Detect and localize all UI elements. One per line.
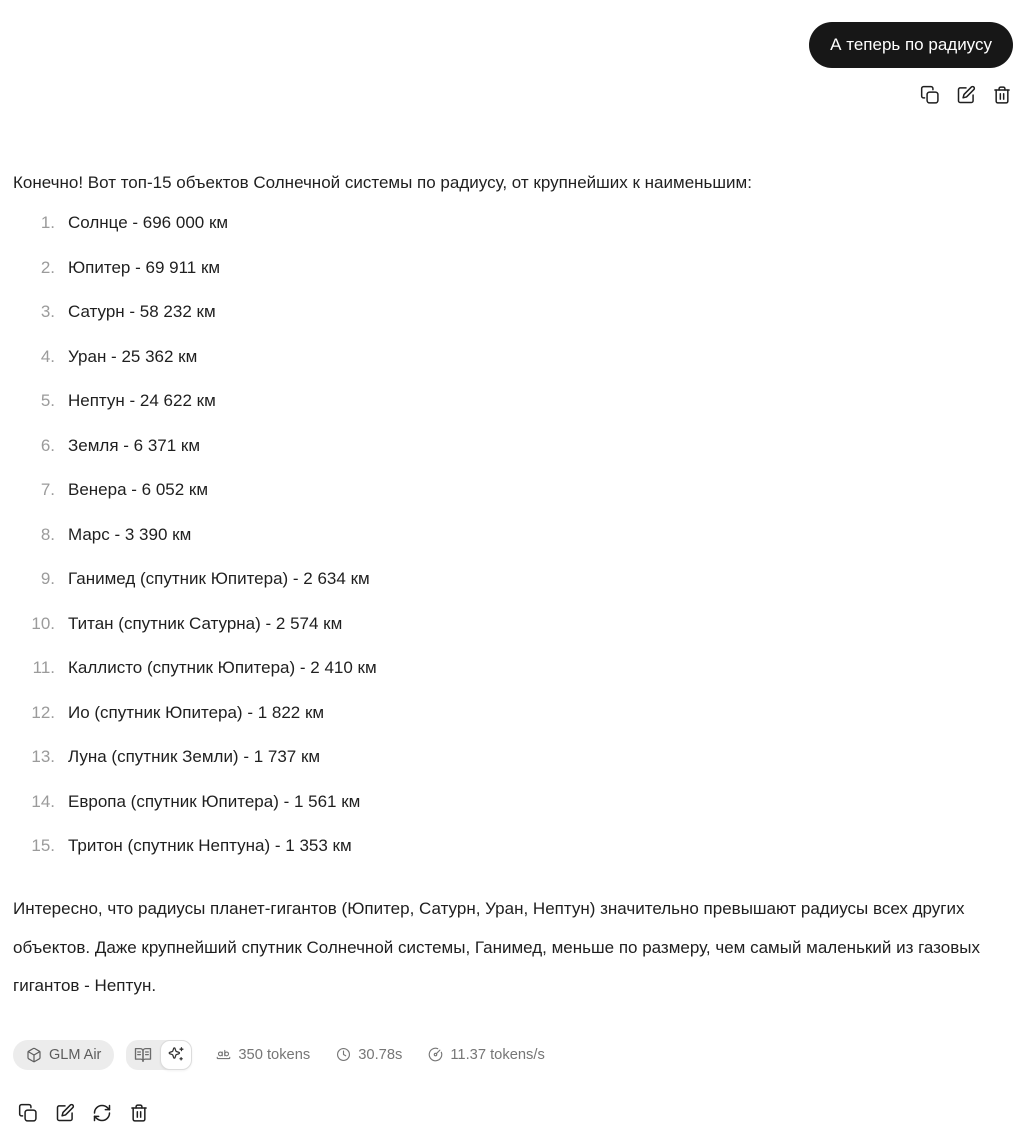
list-item-text: Сатурн - 58 232 км (68, 302, 216, 321)
duration-value: 30.78s (358, 1046, 403, 1063)
list-item-text: Европа (спутник Юпитера) - 1 561 км (68, 791, 361, 811)
list-item-text: Титан (спутник Сатурна) - 2 574 км (68, 613, 343, 633)
list-item-text: Юпитер - 69 911 км (68, 257, 221, 277)
assistant-message-actions (13, 1103, 1013, 1123)
list-item (13, 209, 1013, 237)
copy-icon (920, 85, 940, 105)
assistant-regenerate-button[interactable] (92, 1103, 112, 1123)
copy-icon (18, 1103, 38, 1123)
list-item (13, 832, 1013, 860)
user-delete-button[interactable] (992, 85, 1012, 105)
list-item-number: 11. (32, 658, 55, 677)
package-icon (26, 1047, 42, 1063)
assistant-outro-paragraph: Интересно, что радиусы планет-гигантов (Юпитер, Сатурн, Уран, Нептун) значительно превышают радиусы всех других объектов. Даже крупнейший спутник Солнечной системы, Ганимед, меньше по размеру, чем самый маленький из газовых гигантов - Нептун. (13, 899, 980, 995)
list-item (13, 343, 1013, 371)
list-item-number: 3. (40, 302, 55, 321)
user-message-actions (13, 85, 1013, 105)
list-item-number: 1. (40, 213, 55, 232)
gauge-icon (428, 1047, 443, 1062)
list-item-text: Тритон (спутник Нептуна) - 1 353 км (68, 836, 352, 855)
list-item-text: Марс - 3 390 км (68, 524, 192, 544)
model-badge (13, 1040, 114, 1070)
assistant-delete-button[interactable] (129, 1103, 149, 1123)
token-count-value: 350 tokens (238, 1046, 311, 1063)
list-item-number: 13. (31, 747, 55, 766)
list-item-text: Венера - 6 052 км (68, 480, 209, 499)
list-item-number: 5. (40, 391, 55, 410)
user-message-row (13, 22, 1013, 68)
list-item (13, 521, 1013, 549)
list-item-text: Земля - 6 371 км (68, 435, 201, 455)
list-item (13, 387, 1013, 415)
book-open-icon (134, 1046, 152, 1064)
list-item-text: Луна (спутник Земли) - 1 737 км (68, 747, 321, 766)
list-item-text: Солнце - 696 000 км (68, 213, 229, 232)
user-copy-button[interactable] (920, 85, 940, 105)
assistant-intro-paragraph: Конечно! Вот топ-15 объектов Солнечной системы по радиусу, от крупнейших к наименьшим: (13, 173, 752, 192)
list-item (13, 610, 1013, 638)
list-item-number: 6. (40, 435, 55, 455)
speed-value: 11.37 tokens/s (450, 1046, 545, 1063)
token-count-stat (216, 1047, 310, 1063)
speed-stat (428, 1047, 544, 1063)
assistant-copy-button[interactable] (18, 1103, 38, 1123)
list-item-number: 8. (40, 524, 55, 544)
assistant-meta-row (13, 1040, 1013, 1070)
list-item-text: Уран - 25 362 км (68, 346, 198, 366)
word-count-icon (216, 1047, 231, 1062)
generation-stats (216, 1047, 544, 1063)
model-name: GLM Air (49, 1046, 102, 1063)
list-item-text: Каллисто (спутник Юпитера) - 2 410 км (68, 658, 377, 677)
trash-icon (129, 1103, 149, 1123)
list-item (13, 298, 1013, 326)
list-item-number: 15. (31, 836, 55, 855)
radius-list (13, 209, 1013, 860)
list-item (13, 432, 1013, 460)
trash-icon (992, 85, 1012, 105)
list-item-number: 4. (40, 346, 55, 366)
list-item-number: 14. (31, 791, 55, 811)
assistant-edit-button[interactable] (55, 1103, 75, 1123)
list-item-text: Нептун - 24 622 км (68, 391, 216, 410)
user-message-bubble (809, 22, 1013, 68)
edit-icon (55, 1103, 75, 1123)
read-mode-button[interactable] (126, 1040, 160, 1070)
clock-icon (336, 1047, 351, 1062)
list-item (13, 254, 1013, 282)
list-item (13, 743, 1013, 771)
list-item-number: 10. (31, 613, 55, 633)
user-message-text: А теперь по радиусу (830, 35, 992, 54)
sparkles-icon (168, 1046, 185, 1063)
list-item-text: Ганимед (спутник Юпитера) - 2 634 км (68, 569, 370, 588)
duration-stat (336, 1047, 402, 1063)
assistant-message (13, 169, 1013, 1123)
list-item (13, 654, 1013, 682)
list-item-number: 12. (31, 702, 55, 722)
list-item (13, 699, 1013, 727)
list-item (13, 565, 1013, 593)
list-item-number: 9. (40, 569, 55, 588)
list-item (13, 788, 1013, 816)
edit-icon (956, 85, 976, 105)
refresh-icon (92, 1103, 112, 1123)
message-controls-pill (126, 1040, 192, 1070)
sparkles-mode-button[interactable] (160, 1040, 192, 1070)
list-item (13, 476, 1013, 504)
list-item-number: 2. (40, 257, 55, 277)
list-item-text: Ио (спутник Юпитера) - 1 822 км (68, 702, 325, 722)
user-edit-button[interactable] (956, 85, 976, 105)
list-item-number: 7. (40, 480, 55, 499)
